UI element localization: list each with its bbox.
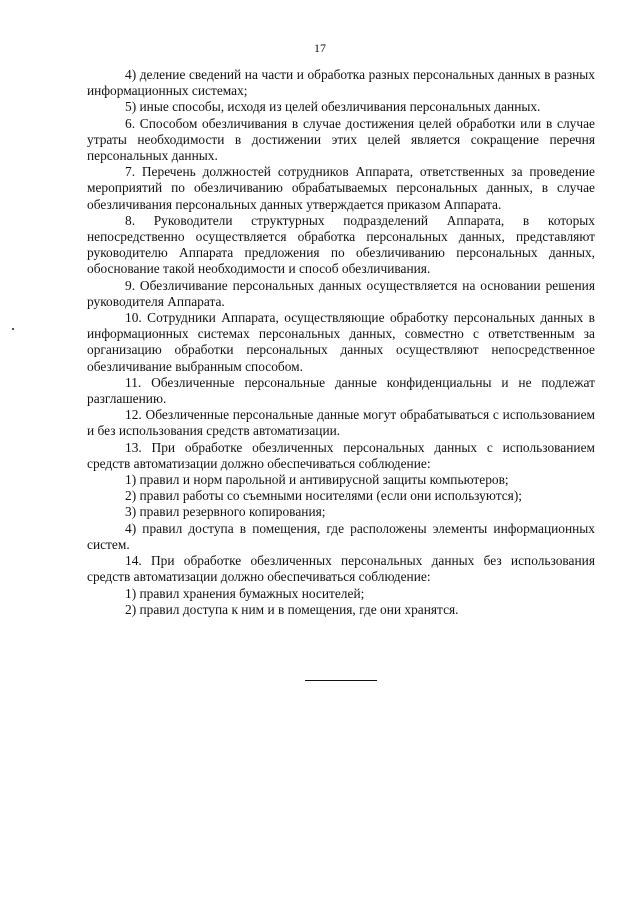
margin-mark xyxy=(12,328,14,330)
paragraph: 10. Сотрудники Аппарата, осуществляющие обработку персональных данных в информационных системах персональных данных, совместно с ответственным за организацию обработки персональных данных осуществляют непосредственное обезличивание выбранным способом. xyxy=(87,310,595,374)
paragraph: 1) правил и норм парольной и антивирусной защиты компьютеров; xyxy=(125,472,509,488)
end-separator-line xyxy=(305,680,377,681)
paragraph: 4) деление сведений на части и обработка разных персональных данных в разных информационных системах; xyxy=(87,67,595,99)
paragraph: 7. Перечень должностей сотрудников Аппарата, ответственных за проведение мероприятий по обезличиванию обрабатываемых персональных данных, в случае обезличивания персональных данных утверждается приказом Аппарата. xyxy=(87,164,595,212)
paragraph: 2) правил доступа к ним и в помещения, где они хранятся. xyxy=(125,601,459,617)
paragraph: 3) правил резервного копирования; xyxy=(125,504,326,520)
paragraph: 6. Способом обезличивания в случае достижения целей обработки или в случае утраты необходимости в достижении этих целей является сокращение перечня персональных данных. xyxy=(87,115,595,164)
paragraph: 5) иные способы, исходя из целей обезличивания персональных данных. xyxy=(125,99,541,115)
document-body xyxy=(87,67,595,618)
paragraph: 11. Обезличенные персональные данные конфиденциальны и не подлежат разглашению. xyxy=(87,374,595,407)
paragraph: 4) правил доступа в помещения, где расположены элементы информационных систем. xyxy=(87,520,595,552)
paragraph: 9. Обезличивание персональных данных осуществляется на основании решения руководителя Аппарата. xyxy=(87,277,595,309)
paragraph: 1) правил хранения бумажных носителей; xyxy=(125,585,365,601)
paragraph: 8. Руководители структурных подразделений Аппарата, в которых непосредственно осуществляется обработка персональных данных, представляют руководителю Аппарата предложения по обезличиванию персональных данных, обоснование такой необходимости и способ обезличивания. xyxy=(87,212,595,277)
paragraph: 2) правил работы со съемными носителями (если они используются); xyxy=(125,488,523,504)
page-number: 17 xyxy=(314,41,326,55)
paragraph: 14. При обработке обезличенных персональных данных без использования средств автоматизации должно обеспечиваться соблюдение: xyxy=(87,553,595,585)
paragraph: 12. Обезличенные персональные данные могут обрабатываться с использованием и без использования средств автоматизации. xyxy=(87,407,595,439)
paragraph: 13. При обработке обезличенных персональных данных с использованием средств автоматизации должно обеспечиваться соблюдение: xyxy=(87,439,595,471)
